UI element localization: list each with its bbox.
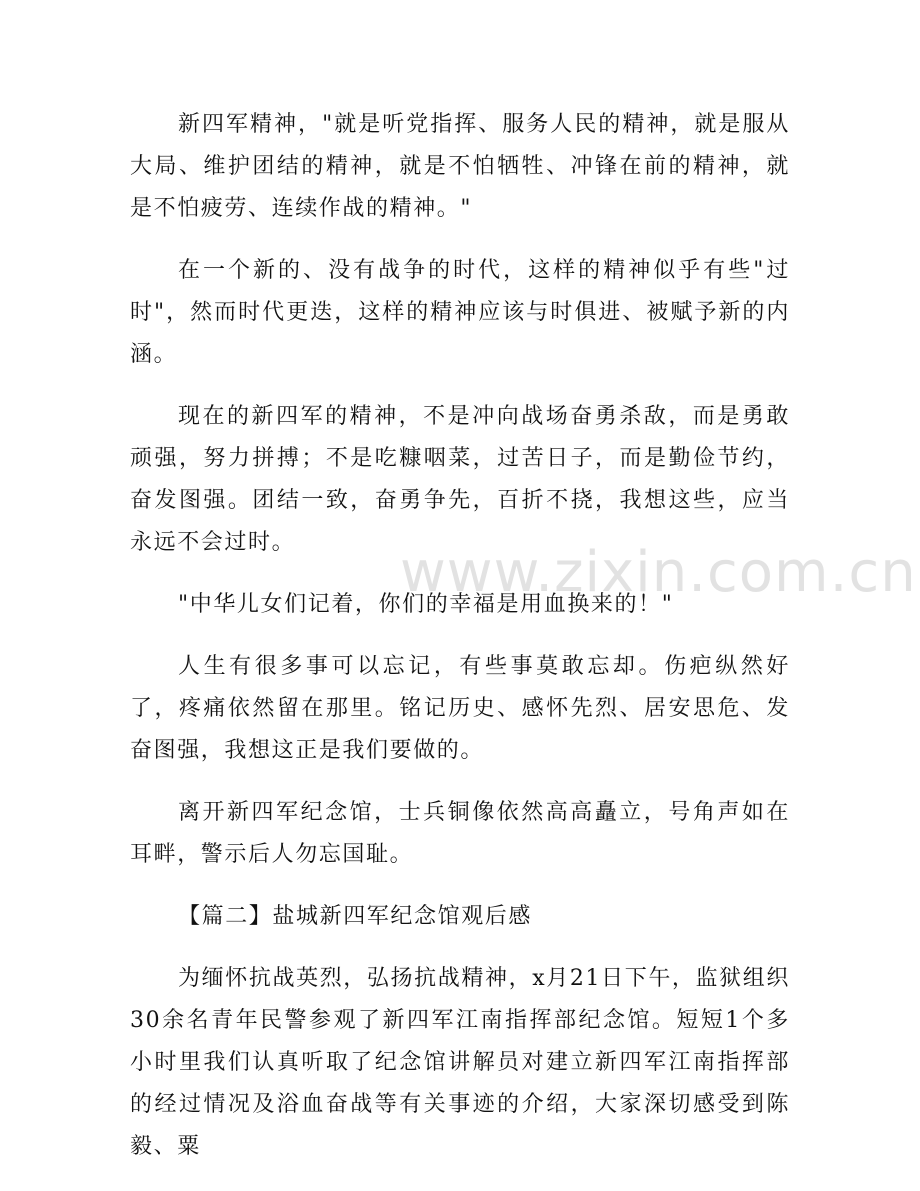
paragraph-7: 为缅怀抗战英烈，弘扬抗战精神，x月21日下午，监狱组织30余名青年民警参观了新四军江南指挥部纪念馆。短短1个多小时里我们认真听取了纪念馆讲解员对建立新四军江南指挥部的经过情况及浴血奋战等有关事迹的介绍，大家深切感受到陈毅、粟 <box>130 966 790 1159</box>
paragraph-4-quote: "中华儿女们记着，你们的幸福是用血换来的！" <box>178 592 674 617</box>
paragraph-3: 现在的新四军的精神，不是冲向战场奋勇杀敌，而是勇敢顽强，努力拼搏；不是吃糠咽菜，过苦日子，而是勤俭节约，奋发图强。团结一致，奋勇争先，百折不挠，我想这些，应当永远不会过时。 <box>130 404 790 555</box>
section-heading: 【篇二】盐城新四军纪念馆观后感 <box>178 904 533 929</box>
document-body <box>130 104 790 1188</box>
paragraph-5: 人生有很多事可以忘记，有些事莫敢忘却。伤疤纵然好了，疼痛依然留在那里。铭记历史、感怀先烈、居安思危、发奋图强，我想这正是我们要做的。 <box>130 654 790 763</box>
paragraph-2: 在一个新的、没有战争的时代，这样的精神似乎有些"过时"，然而时代更迭，这样的精神应该与时俱进、被赋予新的内涵。 <box>130 258 790 367</box>
watermark-logo: www.zixin.com.cn <box>400 540 917 605</box>
paragraph-1: 新四军精神，"就是听党指挥、服务人民的精神，就是服从大局、维护团结的精神，就是不怕牺牲、冲锋在前的精神，就是不怕疲劳、连续作战的精神。" <box>130 112 790 221</box>
paragraph-6: 离开新四军纪念馆，士兵铜像依然高高矗立，号角声如在耳畔，警示后人勿忘国耻。 <box>130 800 790 867</box>
